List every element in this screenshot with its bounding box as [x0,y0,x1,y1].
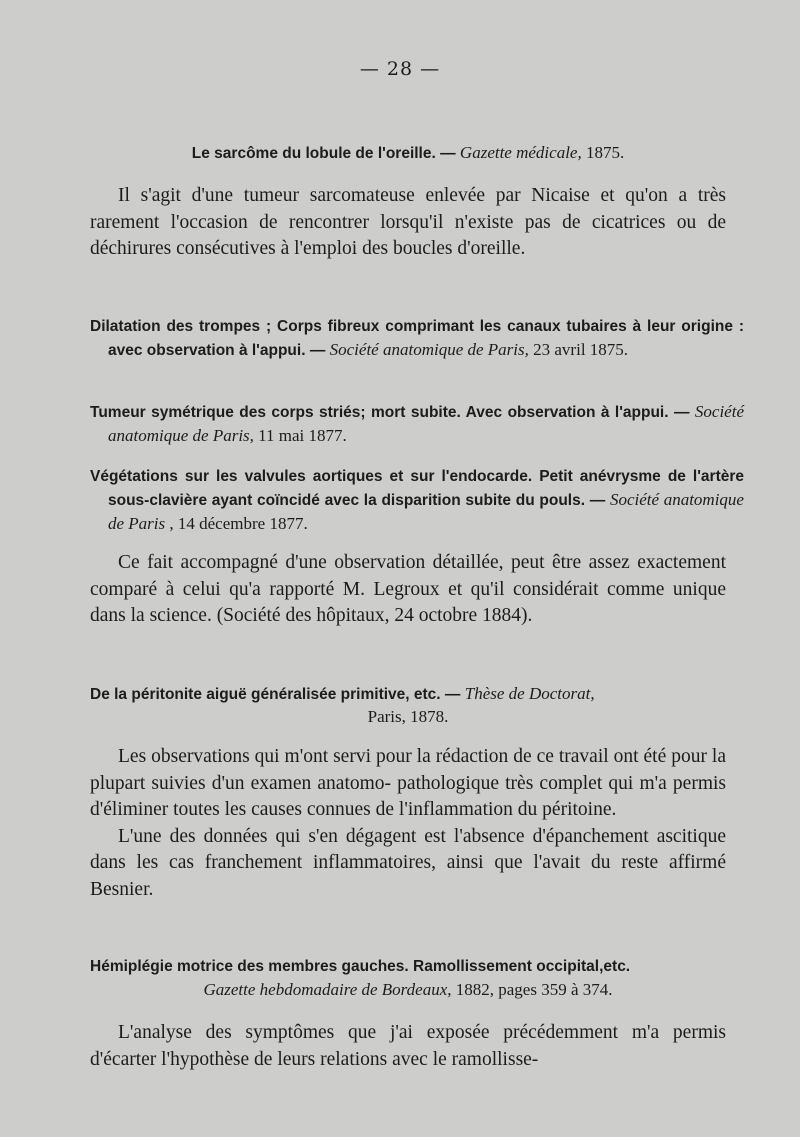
source-date: , 14 décembre 1877. [165,514,308,533]
entry-title [90,955,726,1002]
page-number: — 28 — [359,58,441,80]
entry-title [90,315,744,362]
separator: — [668,404,695,421]
title-text: Tumeur symétrique des corps striés; mort subite. Avec observation à l'appui. [90,404,669,421]
entry-body [90,1020,726,1073]
entry-body [90,744,726,903]
source-journal: Gazette hebdomadaire de Bordeaux, [203,980,452,999]
source-journal: Gazette médicale, [459,143,582,162]
paragraph: Il s'agit d'une tumeur sarcomateuse enlevée par Nicaise et qu'on a très rarement l'occasion de rencontrer lorsqu'il n'existe pas de cicatrices ou de déchirures consécutives à l'emploi des boucles d'oreille. [90,185,726,259]
source-date: 23 avril 1875. [528,340,629,359]
title-text: Le sarcôme du lobule de l'oreille. [191,145,436,162]
source-journal: Société anatomique de Paris, [108,402,744,445]
title-text: Hémiplégie motrice des membres gauches. Ramollissement occipital,etc. [90,958,631,975]
separator: — [435,145,460,162]
separator: — [305,342,330,359]
entry-body [90,550,726,630]
separator: — [585,492,610,509]
entry-title [90,465,744,536]
source-date: 11 mai 1877. [253,426,347,445]
source-journal: Société anatomique de Paris, [329,340,529,359]
paragraph: L'analyse des symptômes que j'ai exposée précédemment m'a permis d'écarter l'hypothèse de leurs relations avec le ramollisse- [90,1022,726,1070]
entry-title [90,682,726,729]
title-text: De la péritonite aiguë généralisée primitive, etc. [90,686,441,703]
paragraph: Les observations qui m'ont servi pour la rédaction de ce travail ont été pour la plupart suivies d'un examen anatomo- pathologique très complet qui m'a permis d'éliminer toutes les causes connues de l'inflammation du péritoine. [90,746,726,820]
entry-title [90,400,744,448]
title-text: Dilatation des trompes ; Corps fibreux comprimant les canaux tubaires à leur origine : avec observation à l'appui. [90,318,744,359]
separator: — [440,686,465,703]
paragraph: L'une des données qui s'en dégagent est l'absence d'épanchement ascitique dans les cas franchement inflammatoires, ainsi que l'avait du reste affirmé Besnier. [90,825,726,900]
entry-title [90,141,726,165]
entry-body [90,183,726,263]
source-journal: Thèse de Doctorat, [464,684,595,703]
source-date: Paris, 1878. [367,707,449,726]
paragraph: Ce fait accompagné d'une observation détaillée, peut être assez exactement comparé à celui qu'a rapporté M. Legroux et qu'il considérait comme unique dans la science. (Société des hôpitaux, 24 octobre 1884). [90,552,726,626]
source-date: 1875. [581,143,625,162]
source-date: 1882, pages 359 à 374. [451,980,613,999]
title-text: Végétations sur les valvules aortiques et sur l'endocarde. Petit anévrysme de l'artère sous-clavière ayant coïncidé avec la disparition subite du pouls. [90,468,744,509]
source-journal: Société anatomique de Paris [108,490,744,533]
